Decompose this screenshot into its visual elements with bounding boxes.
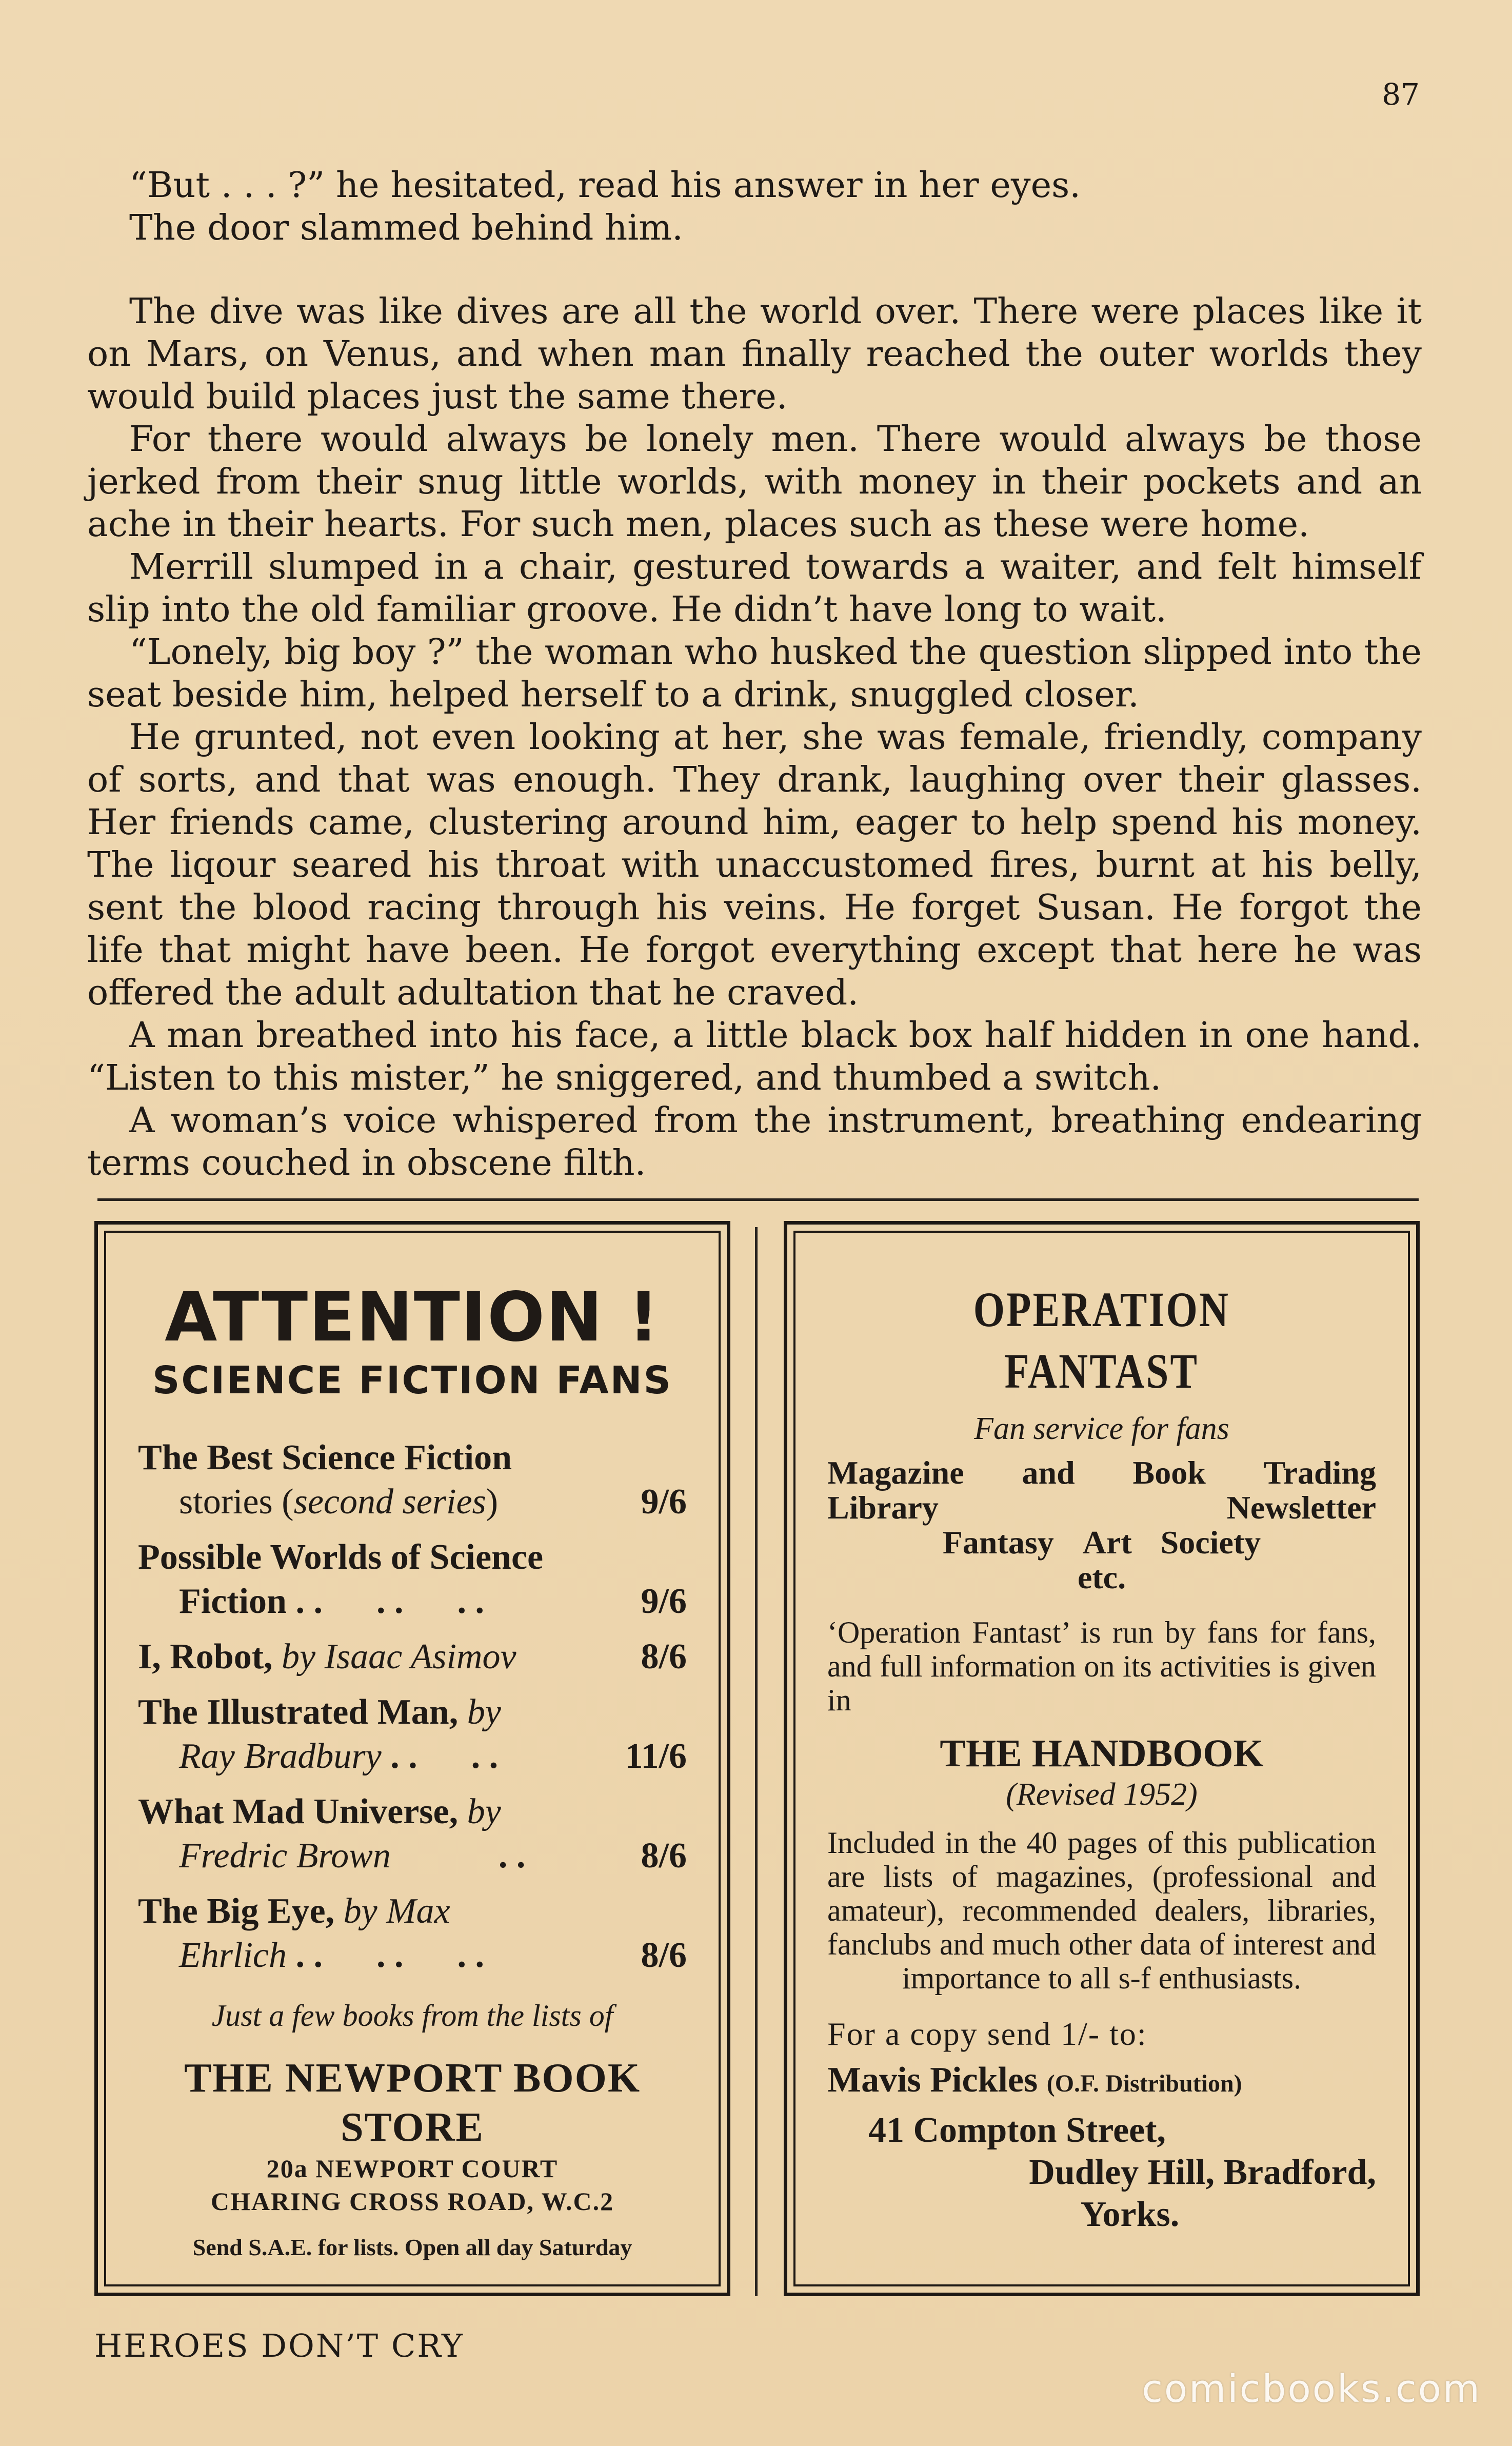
service-word: Society (1160, 1524, 1261, 1561)
ad-subheadline: SCIENCE FICTION FANS (152, 1358, 672, 1403)
operation-fantast-ad (784, 1221, 1420, 2296)
service-word: Trading (1263, 1454, 1376, 1491)
handbook-description: Included in the 40 pages of this publication are lists of magazines, (professional and amateur), recommended dealers, libraries, fanclubs and much other data of interest and importance to all s-f enthusiasts. (827, 1826, 1376, 1995)
story-paragraph: The door slammed behind him. (129, 207, 683, 248)
store-name: THE NEWPORT BOOK STORE (184, 2056, 641, 2150)
book-title: What Mad Universe, (138, 1792, 467, 1831)
story-paragraph: He grunted, not even looking at her, she was female, friendly, company of sorts, and that was enough. They drank, laughing over their glasses. Her friends came, clustering around him, eager to help spend his money. The liqour seared his throat with unaccustomed fires, burnt at his belly, sent the blood racing through his veins. He forget Susan. He forgot the life that might have been. He forgot everything except that here he was offered the adult adultation that he craved. (87, 717, 1422, 1013)
book-title-end: ) (486, 1482, 499, 1522)
book-price: 8/6 (641, 1637, 687, 1676)
service-word: etc. (1077, 1559, 1126, 1595)
book-title: Possible Worlds of Science (138, 1537, 544, 1577)
story-text (87, 164, 1422, 1185)
service-word: Book (1132, 1454, 1206, 1491)
book-title: The Best Science Fiction (138, 1438, 512, 1477)
services-list (827, 1455, 1376, 1595)
contact-name-text: Mavis Pickles (827, 2060, 1038, 2100)
book-leader: . . . . . . (286, 1936, 484, 1975)
book-title-cont: stories ( (179, 1482, 294, 1522)
handbook-title: THE HANDBOOK (940, 1732, 1264, 1775)
book-by: by (467, 1692, 501, 1732)
book-price: 8/6 (641, 1836, 687, 1876)
book-listing (138, 1535, 687, 1624)
contact-name (827, 2055, 1376, 2109)
book-title-cont: Fiction . . . . . . (179, 1582, 484, 1621)
ad-inner-frame (793, 1231, 1410, 2286)
handbook-revision: (Revised 1952) (1006, 1777, 1198, 1812)
book-series: second series (293, 1482, 486, 1522)
book-author: by Isaac Asimov (282, 1637, 516, 1676)
book-author: Ehrlich (179, 1936, 287, 1975)
book-by: by (467, 1792, 501, 1831)
page-number: 87 (1382, 77, 1420, 112)
book-price: 9/6 (641, 1582, 687, 1621)
ad-divider (755, 1227, 758, 2296)
book-listing (138, 1889, 687, 1978)
book-listing (138, 1635, 687, 1679)
story-paragraph: For there would always be lonely men. There would always be those jerked from their snug little worlds, with money in their pockets and an ache in their hearts. For such men, places such as these were home. (87, 419, 1422, 545)
book-price: 9/6 (641, 1482, 687, 1522)
book-author: Fredric Brown (179, 1836, 391, 1876)
book-author: Ray Bradbury (179, 1737, 382, 1776)
contact-address-line: 41 Compton Street, (868, 2110, 1166, 2150)
story-paragraph: The dive was like dives are all the world over. There were places like it on Mars, on Venus, and when man finally reached the outer worlds they would build places just the same there. (87, 291, 1422, 417)
book-by: by Max (343, 1891, 450, 1931)
contact-note: (O.F. Distribution) (1046, 2070, 1242, 2097)
copy-instructions: For a copy send 1/- to: (827, 2016, 1147, 2052)
book-listing (138, 1690, 687, 1779)
book-price: 11/6 (625, 1737, 687, 1776)
story-paragraph: Merrill slumped in a chair, gestured towards a waiter, and felt himself slip into the old familiar groove. He didn’t have long to wait. (87, 546, 1422, 630)
service-word: and (1022, 1454, 1075, 1491)
book-title: The Illustrated Man, (138, 1692, 467, 1732)
story-paragraph: A man breathed into his face, a little black box half hidden in one hand. “Listen to this mister,” he sniggered, and thumbed a switch. (87, 1015, 1422, 1098)
contact-address-line: Dudley Hill, Bradford, (1029, 2153, 1376, 2192)
ad-intro: ‘Operation Fantast’ is run by fans for fans, and full information on its activities is given in (827, 1615, 1376, 1717)
ad-note: Just a few books from the lists of (211, 1999, 613, 2033)
service-word: Fantasy (942, 1524, 1054, 1561)
book-listing (138, 1790, 687, 1878)
ad-headline: OPERATION FANTAST (973, 1282, 1230, 1398)
story-paragraph: “Lonely, big boy ?” the woman who husked the question slipped into the seat beside him, helped herself to a drink, snuggled closer. (87, 632, 1422, 715)
book-title: I, Robot, (138, 1637, 282, 1676)
story-paragraph: “But . . . ?” he hesitated, read his answer in her eyes. (129, 165, 1081, 206)
contact-address (827, 2109, 1376, 2236)
book-title: The Big Eye, (138, 1891, 344, 1931)
horizontal-rule (97, 1198, 1419, 1201)
ad-inner-frame (104, 1231, 721, 2286)
book-listing (138, 1436, 687, 1524)
watermark: comicbooks.com (1142, 2367, 1481, 2411)
newport-book-store-ad (94, 1221, 730, 2296)
store-address-line: CHARING CROSS ROAD, W.C.2 (210, 2187, 614, 2216)
ad-tagline: Fan service for fans (974, 1411, 1229, 1446)
store-address-line: 20a NEWPORT COURT (266, 2154, 559, 2183)
service-word: Art (1082, 1524, 1132, 1561)
book-leader: . . . . (381, 1737, 499, 1776)
contact-address-line: Yorks. (1080, 2195, 1180, 2234)
ad-footer: Send S.A.E. for lists. Open all day Saturday (192, 2234, 632, 2260)
book-leader: . . (390, 1836, 526, 1876)
ad-headline: ATTENTION ! (165, 1278, 660, 1357)
running-title: HEROES DON’T CRY (94, 2327, 464, 2364)
book-price: 8/6 (641, 1936, 687, 1975)
service-word: Library (827, 1489, 939, 1526)
story-paragraph: A woman’s voice whispered from the instrument, breathing endearing terms couched in obscene filth. (87, 1100, 1422, 1183)
service-word: Newsletter (1226, 1489, 1376, 1526)
service-word: Magazine (827, 1454, 964, 1491)
